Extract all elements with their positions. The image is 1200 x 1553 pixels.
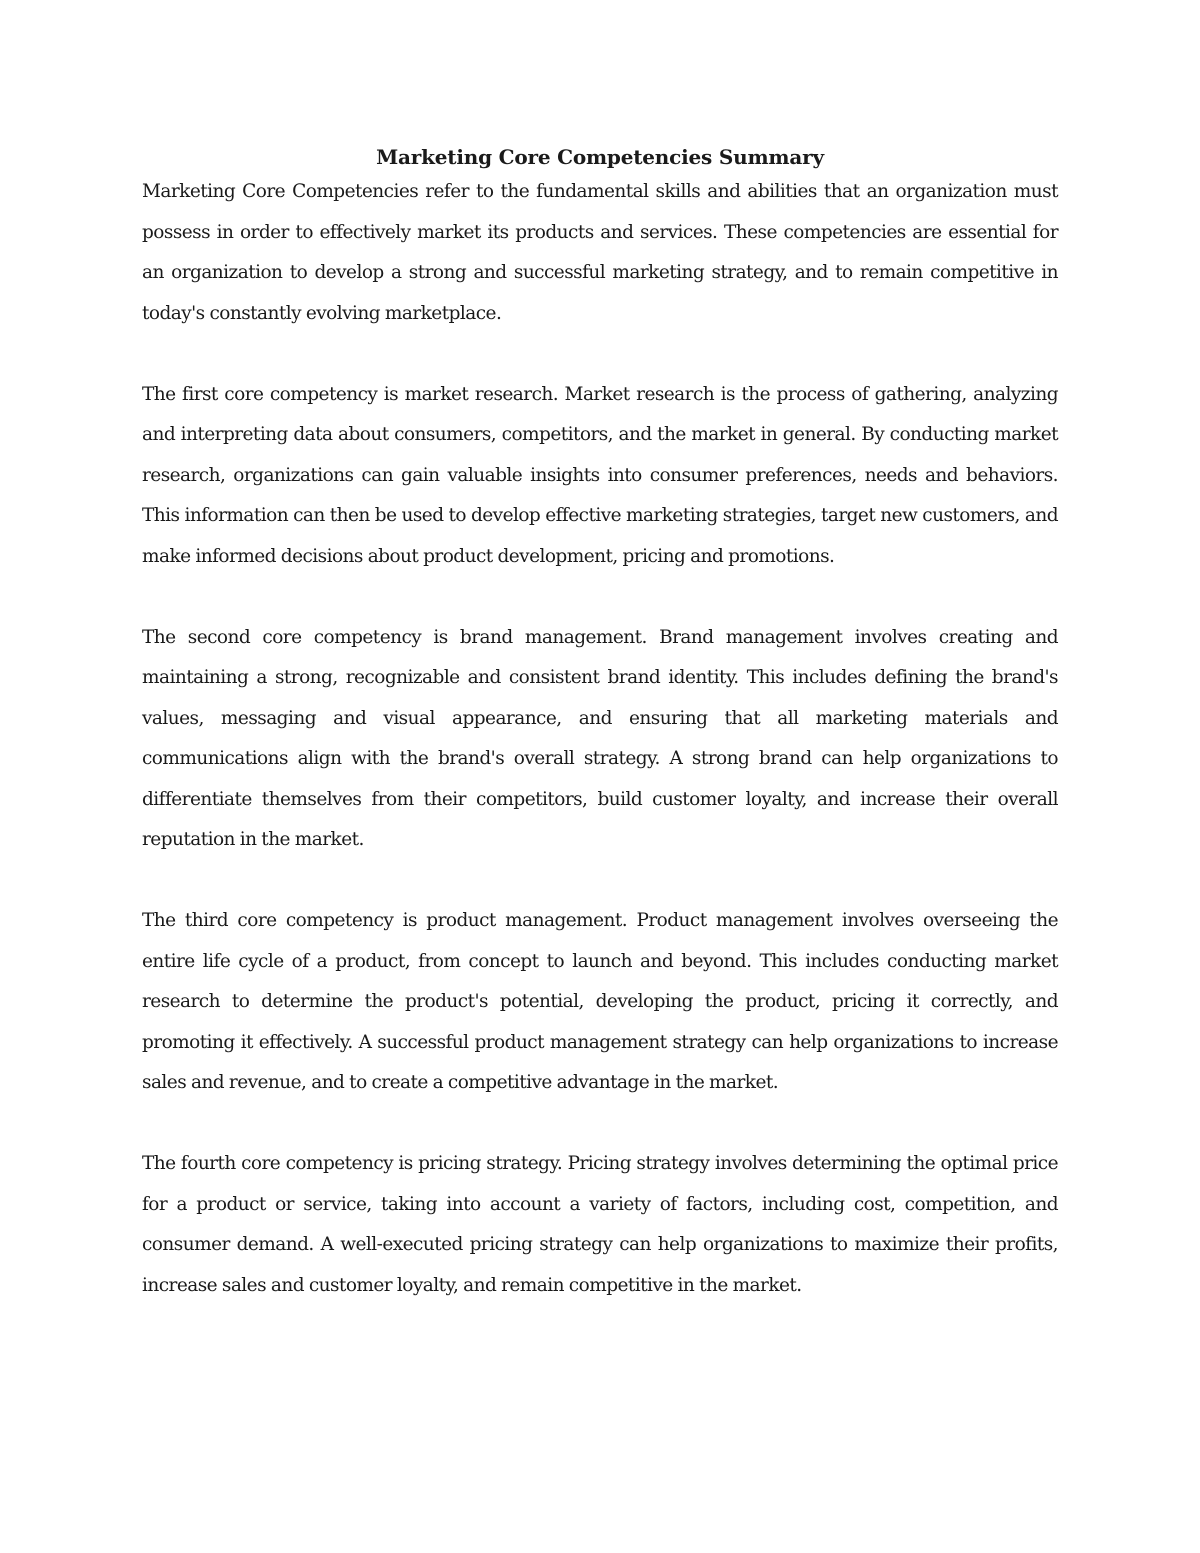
paragraph-market-research: The first core competency is market research. Market research is the process of gathering, analyzing and interpreting data about consumers, competitors, and the market in general. By conducting market research, organizations can gain valuable insights into consumer preferences, needs and behaviors. This information can then be used to develop effective marketing strategies, target new customers, and make informed decisions about product development, pricing and promotions. (142, 383, 1058, 567)
paragraph-pricing-strategy: The fourth core competency is pricing strategy. Pricing strategy involves determining the optimal price for a product or service, taking into account a variety of factors, including cost, competition, and consumer demand. A well-executed pricing strategy can help organizations to maximize their profits, increase sales and customer loyalty, and remain competitive in the market. (142, 1153, 1058, 1296)
paragraph-product-management: The third core competency is product management. Product management involves overseeing the entire life cycle of a product, from concept to launch and beyond. This includes conducting market research to determine the product's potential, developing the product, pricing it correctly, and promoting it effectively. A successful product management strategy can help organizations to increase sales and revenue, and to create a competitive advantage in the market. (142, 910, 1058, 1093)
document-title: Marketing Core Competencies Summary (376, 145, 824, 169)
paragraph-introduction: Marketing Core Competencies refer to the fundamental skills and abilities that an organization must possess in order to effectively market its products and services. These competencies are essential for an organization to develop a strong and successful marketing strategy, and to remain competitive in today's constantly evolving marketplace. (142, 181, 1058, 324)
document-body (142, 142, 1058, 1306)
paragraph-brand-management: The second core competency is brand management. Brand management involves creating and maintaining a strong, recognizable and consistent brand identity. This includes defining the brand's values, messaging and visual appearance, and ensuring that all marketing materials and communications align with the brand's overall strategy. A strong brand can help organizations to differentiate themselves from their competitors, build customer loyalty, and increase their overall reputation in the market. (142, 626, 1058, 850)
